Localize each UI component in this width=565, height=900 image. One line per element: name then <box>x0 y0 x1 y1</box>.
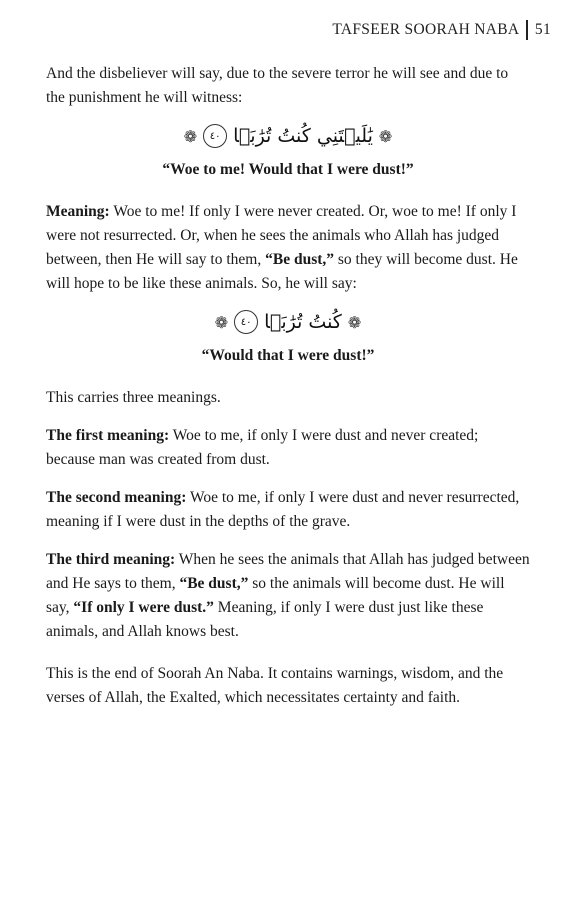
first-meaning-label: The first meaning: <box>46 427 170 444</box>
first-meaning-paragraph <box>46 424 530 472</box>
ornament-right-icon: ❁ <box>378 126 393 146</box>
third-meaning-bold-b: “If only I were dust.” <box>73 599 214 616</box>
meaning-text-b: so they will become dust. He will hope to be like these animals. So, he will say: <box>46 251 518 292</box>
quran-verse-1 <box>46 124 530 148</box>
header-title: TAFSEER SOORAH NABA <box>332 21 520 38</box>
conclusion-paragraph: This is the end of Soorah An Naba. It contains warnings, wisdom, and the verses of Allah, the Exalted, which necessitates certainty and faith. <box>46 665 504 706</box>
ayah-number-badge: ٤٠ <box>234 310 258 334</box>
page-number: 51 <box>534 21 551 38</box>
second-meaning-text: Woe to me, if only I were dust and never resurrected, meaning if I were dust in the depths of the grave. <box>46 489 520 530</box>
second-meaning-paragraph <box>46 486 530 534</box>
ornament-left-icon: ❁ <box>214 312 229 332</box>
arabic-verse-text: كُنتُ تُرَٰبَۢا <box>264 311 342 333</box>
quran-verse-2 <box>46 310 530 334</box>
first-meaning-text: Woe to me, if only I were dust and never created; because man was created from dust. <box>46 427 479 468</box>
meaning-text-a: Woe to me! If only I were never created. Or, woe to me! If only I were not resurrected. Or, when he sees the animals who Allah has judged between, then He will say to them, <box>46 203 517 268</box>
ayah-number-badge: ٤٠ <box>203 124 227 148</box>
third-meaning-label: The third meaning: <box>46 551 176 568</box>
meaning-label: Meaning: <box>46 203 110 220</box>
verse-translation-2: “Would that I were dust!” <box>201 347 375 364</box>
three-meanings-intro: This carries three meanings. <box>46 389 221 406</box>
second-meaning-label: The second meaning: <box>46 489 187 506</box>
page-body <box>46 62 530 710</box>
meaning-bold-a: “Be dust,” <box>265 251 335 268</box>
verse-translation-1: “Woe to me! Would that I were dust!” <box>162 161 414 178</box>
third-meaning-text-b: so the animals will become dust. He will say, <box>46 575 505 616</box>
third-meaning-bold-a: “Be dust,” <box>179 575 249 592</box>
arabic-verse-text: يَٰلَيۡتَنِي كُنتُ تُرَٰبَۢا <box>233 125 373 147</box>
third-meaning-paragraph <box>46 548 530 644</box>
header-divider <box>526 20 528 40</box>
ornament-left-icon: ❁ <box>183 126 198 146</box>
meaning-paragraph <box>46 200 530 296</box>
third-meaning-text-a: When he sees the animals that Allah has judged between and He says to them, <box>46 551 530 592</box>
intro-paragraph: And the disbeliever will say, due to the severe terror he will see and due to the punishment he will witness: <box>46 65 509 106</box>
running-header <box>332 20 551 40</box>
ornament-right-icon: ❁ <box>347 312 362 332</box>
third-meaning-text-c: Meaning, if only I were dust just like these animals, and Allah knows best. <box>46 599 484 640</box>
